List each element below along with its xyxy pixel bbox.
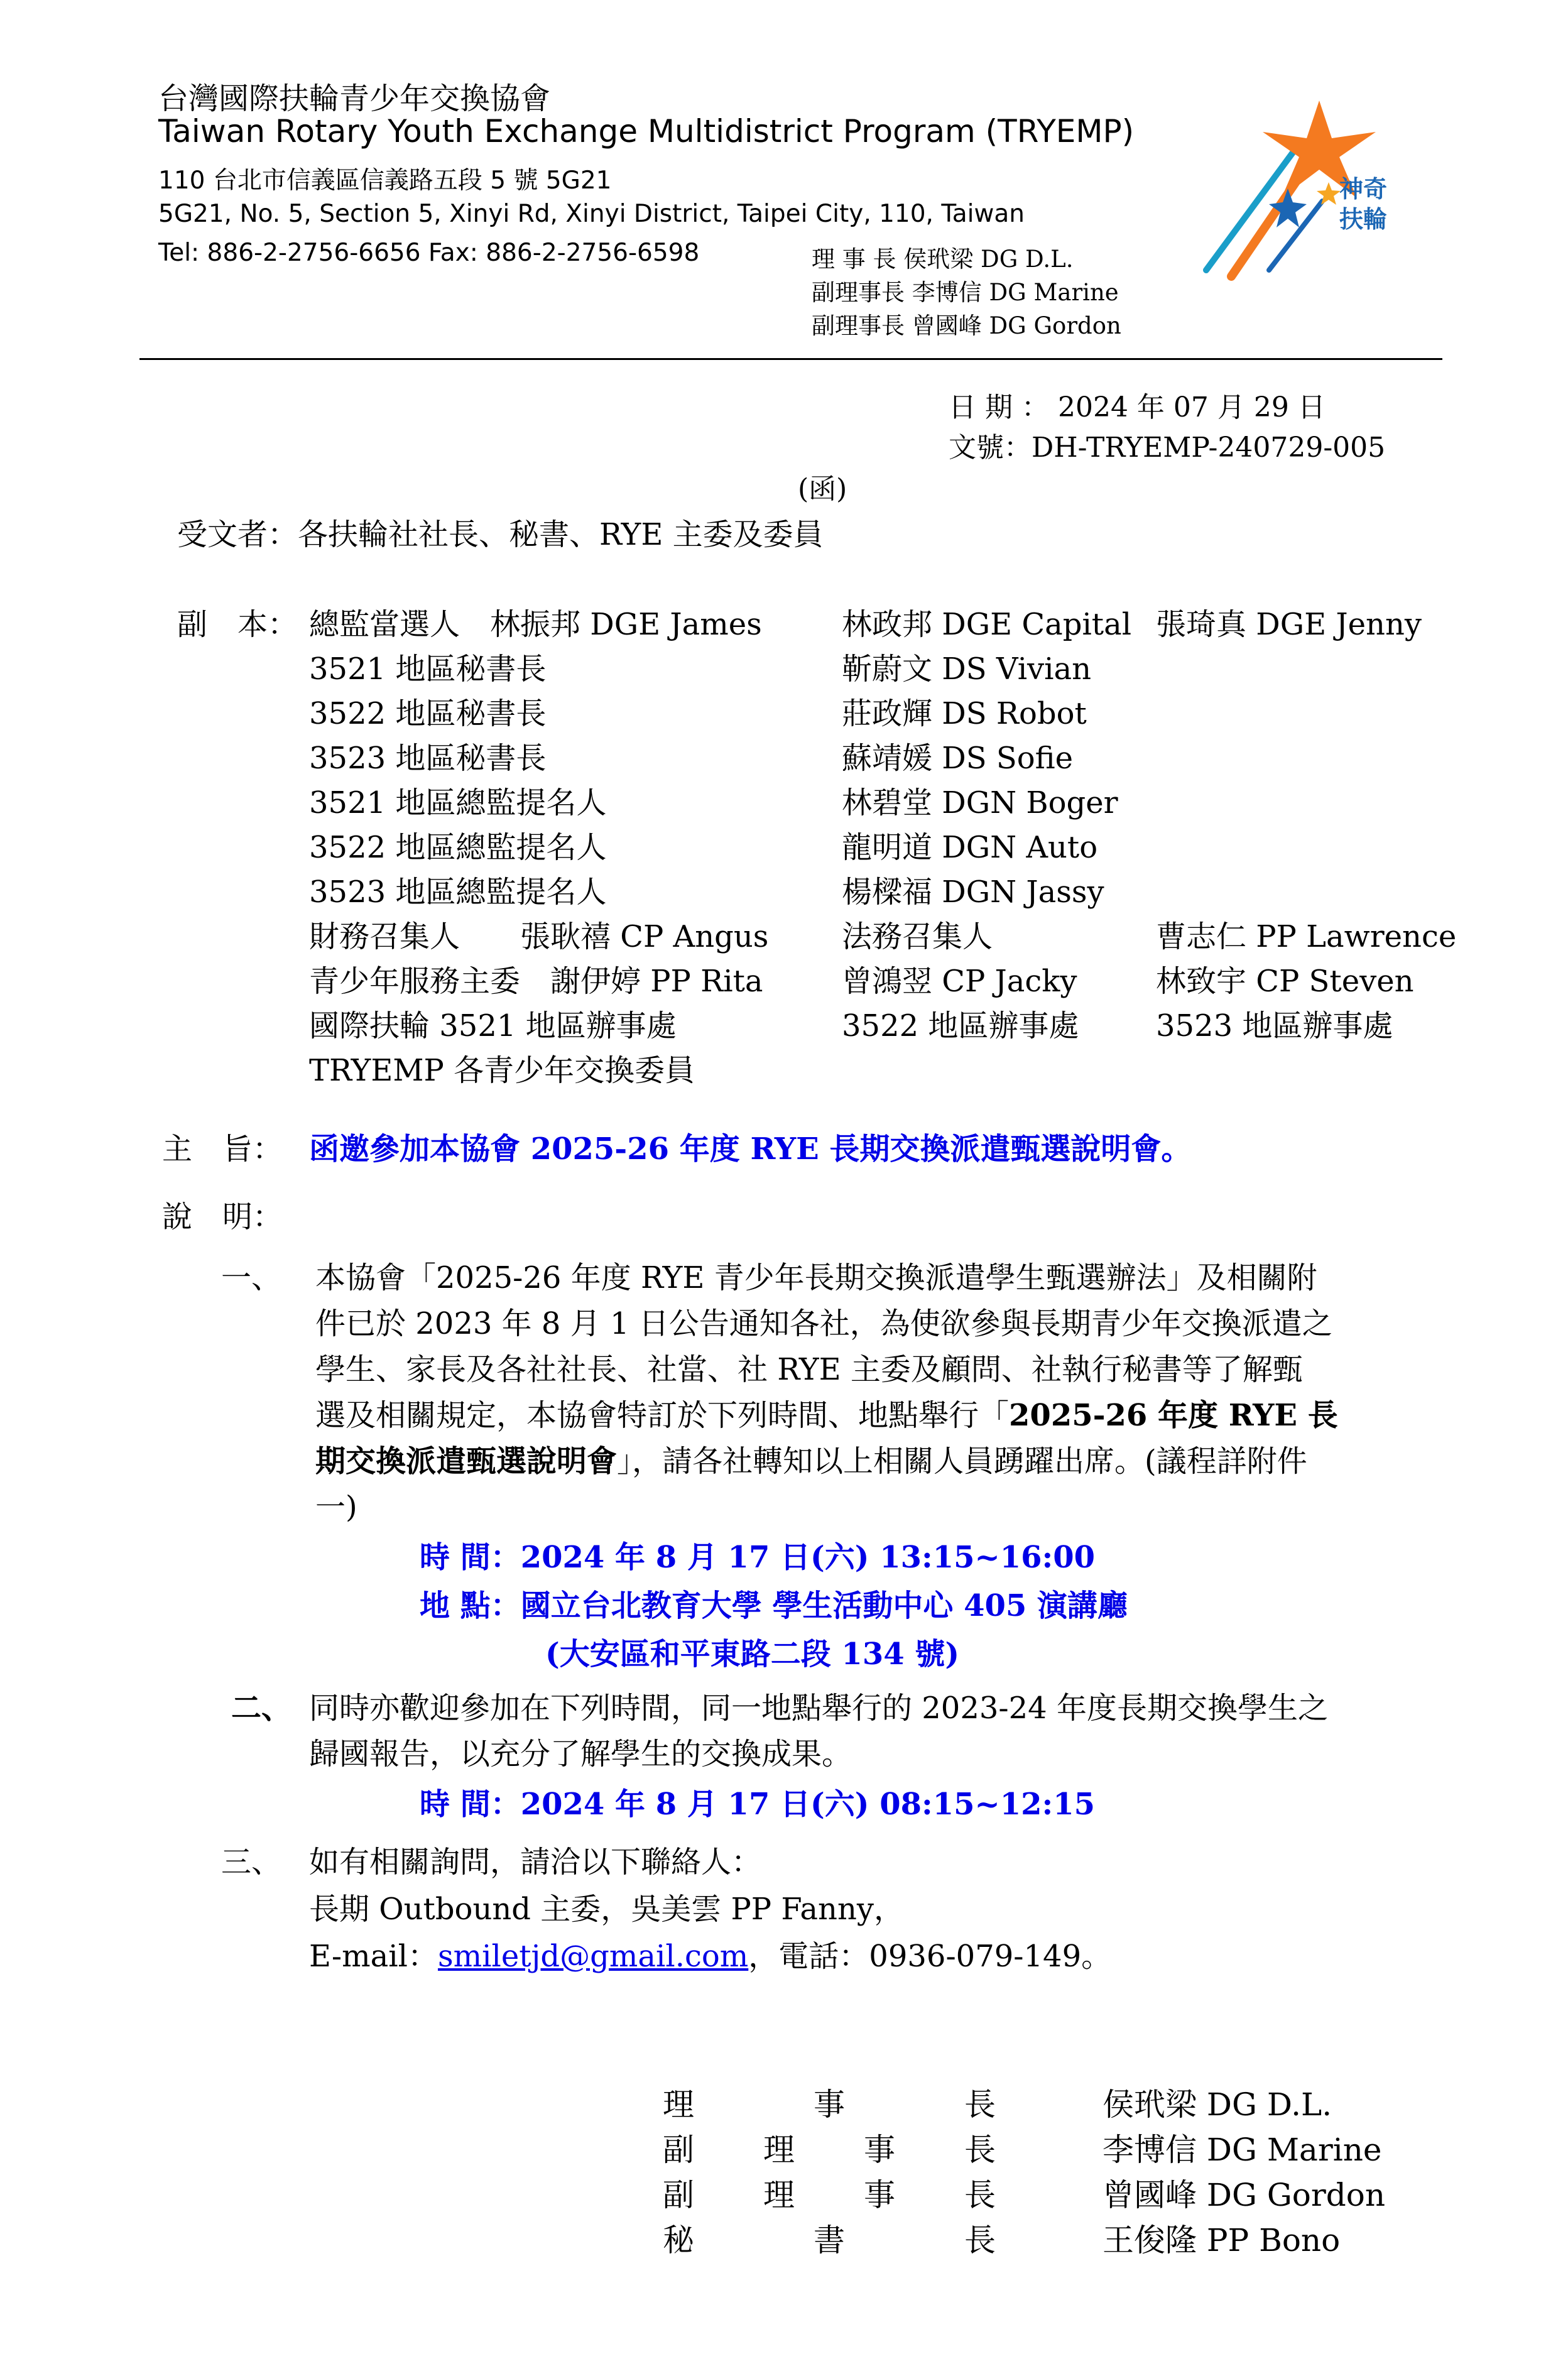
cc-line-7-a: 3523 地區總監提名人 [309,875,607,910]
item1-line-1: 本協會「2025-26 年度 RYE 青少年長期交換派遣學生甄選辦法」及相關附 [315,1260,1317,1295]
cc-label: 副 本： [177,607,298,642]
cc-line-9-b: 曾鴻翌 CP Jacky [842,964,1077,999]
item3-number: 三、 [221,1845,282,1880]
cc-line-6-b: 龍明道 DGN Auto [842,830,1098,865]
doc-date: 日 期 ： 2024 年 07 月 29 日 [949,391,1326,423]
item1-place-address: (大安區和平東路二段 134 號) [545,1637,960,1672]
item2-line-1: 同時亦歡迎參加在下列時間，同一地點舉行的 2023-24 年度長期交換學生之 [309,1691,1328,1726]
sig-1-title-b: 事 [814,2086,845,2123]
subject-text: 函邀參加本協會 2025-26 年度 RYE 長期交換派遣甄選說明會。 [309,1131,1192,1167]
item1-place: 地 點：國立台北教育大學 學生活動中心 405 演講廳 [420,1588,1128,1623]
cc-line-8-b: 法務召集人 [842,919,993,954]
cc-line-2-b: 靳蔚文 DS Vivian [842,651,1092,687]
sig-3-title-b: 理 [763,2177,795,2213]
item1-line-3: 學生、家長及各社社長、社當、社 RYE 主委及顧問、社執行秘書等了解甄 [315,1352,1303,1387]
cc-line-8-c: 曹志仁 PP Lawrence [1156,919,1457,954]
sig-3-title-c: 事 [864,2177,895,2213]
email-label: E-mail： [309,1939,438,1974]
item2-line-2: 歸國報告，以充分了解學生的交換成果。 [309,1736,852,1772]
sig-2-title-b: 理 [763,2132,795,2168]
item1-line-4-text: 選及相關規定，本協會特訂於下列時間、地點舉行「 [315,1398,1010,1433]
org-name-en: Taiwan Rotary Youth Exchange Multidistrict Program (TRYEMP) [158,113,1135,150]
sig-2-title-d: 長 [964,2132,996,2168]
item1-bold-1: 2025-26 年度 RYE 長 [1009,1398,1338,1433]
item1-number: 一、 [221,1260,282,1295]
sig-4-title-c: 長 [964,2222,996,2259]
phone-fax: Tel: 886-2-2756-6656 Fax: 886-2-2756-6598 [158,239,700,267]
subject-label: 主 旨： [162,1131,283,1167]
logo-text-2: 扶輪 [1339,205,1388,233]
cc-line-6-a: 3522 地區總監提名人 [309,830,607,865]
item1-bold-2: 期交換派遣甄選說明會 [315,1444,618,1479]
cc-line-11-a: TRYEMP 各青少年交換委員 [309,1053,695,1088]
email-link[interactable]: smiletjd@gmail.com [438,1939,749,1974]
logo [1194,88,1420,289]
org-name-zh: 台灣國際扶輪青少年交換協會 [158,81,551,116]
address-en: 5G21, No. 5, Section 5, Xinyi Rd, Xinyi District, Taipei City, 110, Taiwan [158,200,1025,228]
cc-line-9-c: 林致宇 CP Steven [1156,964,1414,999]
header-divider [139,358,1442,360]
sig-4-title-b: 書 [814,2222,845,2259]
sig-3-name: 曾國峰 DG Gordon [1102,2177,1386,2213]
item1-line-4 [315,1391,1338,1434]
item2-number: 二、 [231,1691,292,1726]
sig-1-name: 侯玳梁 DG D.L. [1102,2086,1332,2123]
item2-time: 時 間：2024 年 8 月 17 日(六) 08:15~12:15 [420,1787,1096,1822]
item3-line-3 [309,1932,1111,1975]
cc-line-5-b: 林碧堂 DGN Boger [842,785,1118,820]
address-zh: 110 台北市信義區信義路五段 5 號 5G21 [158,166,612,195]
item1-line-6: 一) [315,1490,357,1525]
cc-line-1-b: 林政邦 DGE Capital [842,607,1132,642]
contact-phone: ，電話：0936-079-149。 [748,1939,1112,1974]
item1-after-bold: 」，請各社轉知以上相關人員踴躍出席。(議程詳附件 [617,1444,1307,1479]
explanation-label: 說 明： [162,1199,283,1234]
sig-3-title-d: 長 [964,2177,996,2213]
officer-vice-2: 副理事長 曾國峰 DG Gordon [812,312,1121,339]
cc-line-2-a: 3521 地區秘書長 [309,651,547,687]
cc-line-4-a: 3523 地區秘書長 [309,741,547,776]
cc-line-3-b: 莊政輝 DS Robot [842,696,1087,731]
sig-1-title-c: 長 [964,2086,996,2123]
cc-line-10-c: 3523 地區辦事處 [1156,1008,1393,1043]
item1-line-5 [315,1437,1307,1480]
cc-line-5-a: 3521 地區總監提名人 [309,785,607,820]
logo-text-1: 神奇 [1339,175,1388,203]
cc-line-3-a: 3522 地區秘書長 [309,696,547,731]
recipient: 受文者：各扶輪社社長、秘書、RYE 主委及委員 [177,517,824,552]
sig-2-name: 李博信 DG Marine [1102,2132,1382,2168]
doc-number: 文號：DH-TRYEMP-240729-005 [949,432,1386,464]
officer-president: 理 事 長 侯玳梁 DG D.L. [812,246,1074,273]
cc-line-10-b: 3522 地區辦事處 [842,1008,1079,1043]
sig-1-title-a: 理 [663,2086,694,2123]
officer-vice-1: 副理事長 李博信 DG Marine [812,279,1119,306]
cc-line-8-a: 財務召集人 張耿禧 CP Angus [309,919,769,954]
cc-line-1-c: 張琦真 DGE Jenny [1156,607,1422,642]
sig-2-title-c: 事 [864,2132,895,2168]
cc-line-10-a: 國際扶輪 3521 地區辦事處 [309,1008,677,1043]
sig-3-title-a: 副 [663,2177,694,2213]
cc-line-9-a: 青少年服務主委 謝伊婷 PP Rita [309,964,763,999]
sig-2-title-a: 副 [663,2132,694,2168]
doc-type: (函) [798,473,847,505]
item3-line-2: 長期 Outbound 主委，吳美雲 PP Fanny， [309,1892,904,1927]
item1-time: 時 間：2024 年 8 月 17 日(六) 13:15~16:00 [420,1540,1096,1575]
sig-4-name: 王俊隆 PP Bono [1102,2222,1341,2259]
cc-line-4-b: 蘇靖媛 DS Sofie [842,741,1074,776]
item1-line-2: 件已於 2023 年 8 月 1 日公告通知各社，為使欲參與長期青少年交換派遣之 [315,1306,1332,1341]
cc-line-7-b: 楊樑福 DGN Jassy [842,875,1104,910]
cc-line-1-a: 總監當選人 林振邦 DGE James [309,607,762,642]
item3-line-1: 如有相關詢問，請洽以下聯絡人： [309,1845,762,1880]
sig-4-title-a: 秘 [663,2222,694,2259]
